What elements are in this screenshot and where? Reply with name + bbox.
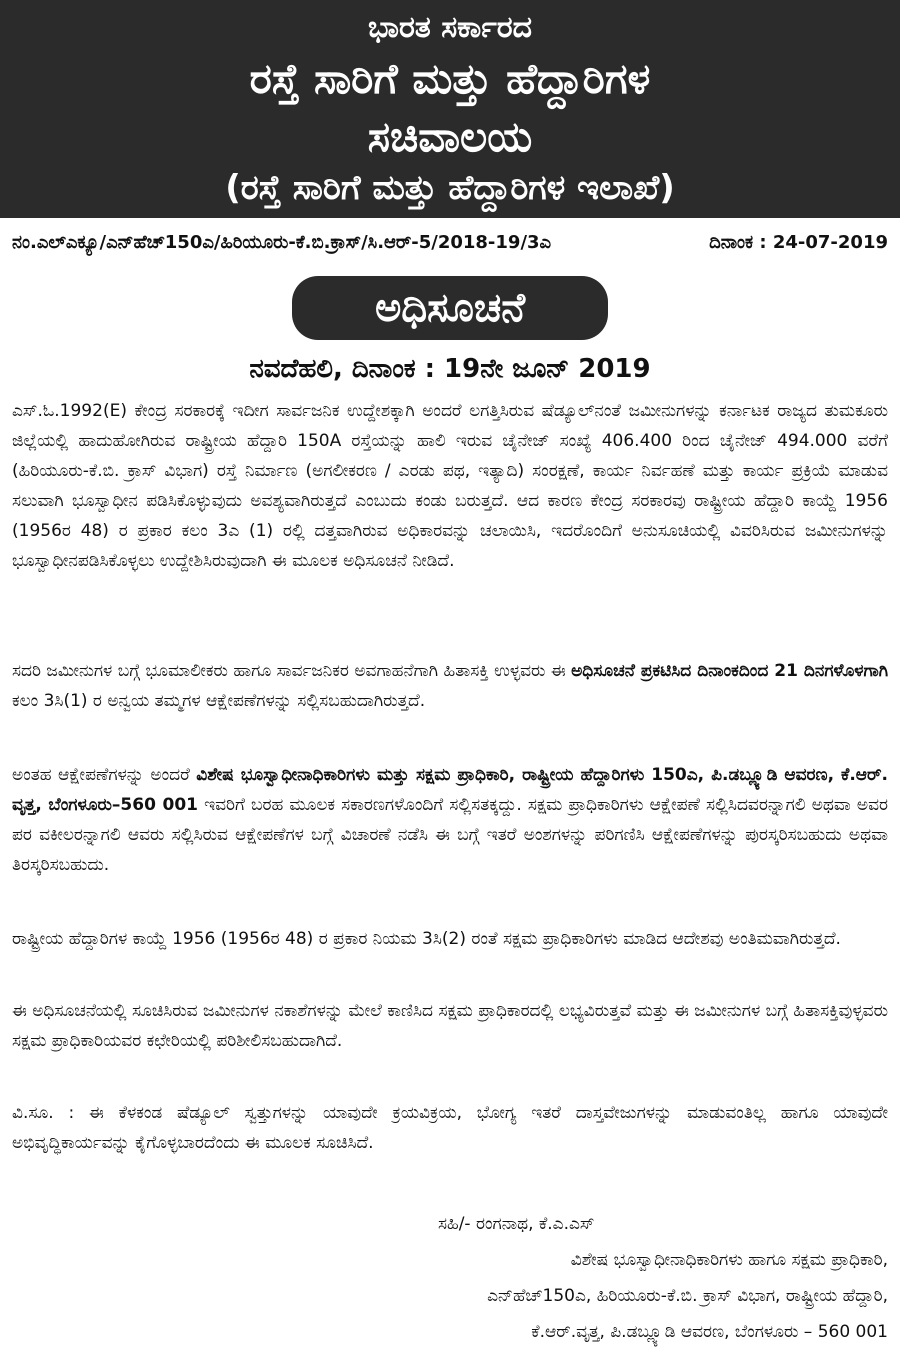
paragraph-5-text: ಈ ಅಧಿಸೂಚನೆಯಲ್ಲಿ ಸೂಚಿಸಿರುವ ಜಮೀನುಗಳ ನಕಾಶೆಗಳನ್ನು ಮೇಲೆ ಕಾಣಿಸಿದ ಸಕ್ಷಮ ಪ್ರಾಧಿಕಾರದಲ್ಲಿ ಲಭ್ಯವಿರುತ್ತವೆ ಮತ್ತು ಈ ಜಮೀನುಗಳ ಬಗ್ಗೆ ಹಿತಾಸಕ್ತಿವುಳ್ಳವರು ಸಕ್ಷಮ ಪ್ರಾಧಿಕಾರಿಯವರ ಕಛೇರಿಯಲ್ಲಿ ಪರಿಶೀಲಿಸಬಹುದಾಗಿದೆ.	[12, 1001, 888, 1051]
paragraph-2-bold: ಅಧಿಸೂಚನೆ ಪ್ರಕಟಿಸಿದ ದಿನಾಂಕದಿಂದ 21 ದಿನಗಳೊಳಗಾಗಿ	[571, 661, 889, 681]
reference-number: ನಂ.ಎಲ್‌ಎಕ್ಯೂ/ಎನ್‌ಹೆಚ್150ಎ/ಹಿರಿಯೂರು-ಕೆ.ಬಿ.ಕ್ರಾಸ್/ಸಿ.ಆರ್-5/2018-19/3ಎ	[12, 232, 552, 253]
header-line-1: ಭಾರತ ಸರ್ಕಾರದ	[367, 10, 533, 45]
paragraph-3-text	[12, 760, 888, 880]
reference-line	[12, 228, 888, 258]
paragraph-4	[12, 924, 888, 954]
reference-date: ದಿನಾಂಕ : 24-07-2019	[709, 232, 888, 253]
signature-line-3: ಎನ್‌ಹೆಚ್150ಎ, ಹಿರಿಯೂರು-ಕೆ.ಬಿ. ಕ್ರಾಸ್ ವಿಭಾಗ, ರಾಷ್ಟ್ರೀಯ ಹೆದ್ದಾರಿ,	[487, 1286, 888, 1306]
paragraph-6-text: ವಿ.ಸೂ. : ಈ ಕೆಳಕಂಡ ಷೆಡ್ಯೂಲ್ ಸ್ವತ್ತುಗಳನ್ನು ಯಾವುದೇ ಕ್ರಯವಿಕ್ರಯ, ಭೋಗ್ಯ ಇತರೆ ದಾಸ್ತವೇಜುಗಳನ್ನು ಮಾಡುವಂತಿಲ್ಲ ಹಾಗೂ ಯಾವುದೇ ಅಭಿವೃದ್ಧಿಕಾರ್ಯವನ್ನು ಕೈಗೊಳ್ಳಬಾರದೆಂದು ಈ ಮೂಲಕ ಸೂಚಿಸಿದೆ.	[12, 1103, 888, 1153]
signature-line-2: ವಿಶೇಷ ಭೂಸ್ವಾಧೀನಾಧಿಕಾರಿಗಳು ಹಾಗೂ ಸಕ್ಷಮ ಪ್ರಾಧಿಕಾರಿ,	[570, 1250, 888, 1270]
notification-title: ಅಧಿಸೂಚನೆ	[292, 276, 608, 340]
header-banner	[0, 0, 900, 218]
signature-line-4: ಕೆ.ಆರ್.ವೃತ್ತ, ಪಿ.ಡಬ್ಲ್ಯೂಡಿ ಆವರಣ, ಬೆಂಗಳೂರು – 560 001	[531, 1322, 888, 1342]
paragraph-3-part-c: ಇವರಿಗೆ ಬರಹ ಮೂಲಕ ಸಕಾರಣಗಳೊಂದಿಗೆ ಸಲ್ಲಿಸತಕ್ಕದ್ದು. ಸಕ್ಷಮ ಪ್ರಾಧಿಕಾರಿಗಳು ಆಕ್ಷೇಪಣೆ ಸಲ್ಲಿಸಿದವರನ್ನಾಗಲಿ ಅಥವಾ ಅವರ ಪರ ವಕೀಲರನ್ನಾಗಲಿ ಆವರು ಸಲ್ಲಿಸಿರುವ ಆಕ್ಷೇಪಣೆಗಳ ಬಗ್ಗೆ ವಿಚಾರಣೆ ನಡೆಸಿ ಈ ಬಗ್ಗೆ ಇತರೆ ಅಂಶಗಳನ್ನು ಪರಿಗಣಿಸಿ ಆಕ್ಷೇಪಣೆಗಳನ್ನು ಪುರಸ್ಕರಿಸಬಹುದು ಅಥವಾ ತಿರಸ್ಕರಿಸಬಹುದು.	[12, 795, 888, 875]
paragraph-2-part-c: ಕಲಂ 3ಸಿ(1) ರ ಅನ್ವಯ ತಮ್ಮಗಳ ಆಕ್ಷೇಪಣೆಗಳನ್ನು ಸಲ್ಲಿಸಬಹುದಾಗಿರುತ್ತದೆ.	[12, 691, 426, 711]
paragraph-2-part-a: ಸದರಿ ಜಮೀನುಗಳ ಬಗ್ಗೆ ಭೂಮಾಲೀಕರು ಹಾಗೂ ಸಾರ್ವಜನಿಕರ ಅವಗಾಹನೆಗಾಗಿ ಹಿತಾಸಕ್ತಿ ಉಳ್ಳವರು ಈ	[12, 661, 566, 681]
paragraph-3-bold: ವಿಶೇಷ ಭೂಸ್ವಾಧೀನಾಧಿಕಾರಿಗಳು ಮತ್ತು ಸಕ್ಷಮ ಪ್ರಾಧಿಕಾರಿ, ರಾಷ್ಟ್ರೀಯ ಹೆದ್ದಾರಿಗಳು 150ಎ, ಪಿ.ಡಬ್ಲ್ಯೂಡಿ ಆವರಣ, ಕೆ.ಆರ್. ವೃತ್ತ, ಬೆಂಗಳೂರು–560 001	[12, 765, 888, 815]
paragraph-6-note	[12, 1098, 888, 1158]
signature-block	[328, 1206, 888, 1350]
paragraph-4-text: ರಾಷ್ಟ್ರೀಯ ಹೆದ್ದಾರಿಗಳ ಕಾಯ್ದೆ 1956 (1956ರ 48) ರ ಪ್ರಕಾರ ನಿಯಮ 3ಸಿ(2) ರಂತೆ ಸಕ್ಷಮ ಪ್ರಾಧಿಕಾರಿಗಳು ಮಾಡಿದ ಆದೇಶವು ಅಂತಿಮವಾಗಿರುತ್ತದೆ.	[12, 929, 841, 949]
paragraph-3-part-a: ಅಂತಹ ಆಕ್ಷೇಪಣೆಗಳನ್ನು ಅಂದರೆ	[12, 765, 197, 785]
header-line-3: ಸಚಿವಾಲಯ	[367, 112, 533, 161]
paragraph-1-text: ಎಸ್.ಓ.1992(E) ಕೇಂದ್ರ ಸರಕಾರಕ್ಕೆ ಇದೀಗ ಸಾರ್ವಜನಿಕ ಉದ್ದೇಶಕ್ಕಾಗಿ ಅಂದರೆ ಲಗತ್ತಿಸಿರುವ ಷೆಡ್ಯೂಲ್‌ನಂತೆ ಜಮೀನುಗಳನ್ನು ಕರ್ನಾಟಕ ರಾಜ್ಯದ ತುಮಕೂರು ಜಿಲ್ಲೆಯಲ್ಲಿ ಹಾದುಹೋಗಿರುವ ರಾಷ್ಟ್ರೀಯ ಹೆದ್ದಾರಿ 150A ರಸ್ತೆಯನ್ನು ಹಾಲಿ ಇರುವ ಚೈನೇಜ್ ಸಂಖ್ಯೆ 406.400 ರಿಂದ ಚೈನೇಜ್ 494.000 ವರೆಗೆ (ಹಿರಿಯೂರು-ಕೆ.ಬಿ. ಕ್ರಾಸ್ ವಿಭಾಗ) ರಸ್ತೆ ನಿರ್ಮಾಣ (ಅಗಲೀಕರಣ / ಎರಡು ಪಥ, ಇತ್ಯಾದಿ) ಸಂರಕ್ಷಣೆ, ಕಾರ್ಯ ನಿರ್ವಹಣೆ ಮತ್ತು ಕಾರ್ಯ ಪ್ರಕ್ರಿಯೆ ಮಾಡುವ ಸಲುವಾಗಿ ಭೂಸ್ವಾಧೀನ ಪಡಿಸಿಕೊಳ್ಳುವುದು ಅವಶ್ಯವಾಗಿರುತ್ತದೆ ಎಂಬುದು ಕಂಡು ಬರುತ್ತದೆ. ಆದ ಕಾರಣ ಕೇಂದ್ರ ಸರಕಾರವು ರಾಷ್ಟ್ರೀಯ ಹೆದ್ದಾರಿ ಕಾಯ್ದೆ 1956 (1956ರ 48) ರ ಪ್ರಕಾರ ಕಲಂ 3ಎ (1) ರಲ್ಲಿ ದತ್ತವಾಗಿರುವ ಅಧಿಕಾರವನ್ನು ಚಲಾಯಿಸಿ, ಇದರೊಂದಿಗೆ ಅನುಸೂಚಿಯಲ್ಲಿ ವಿವರಿಸಿರುವ ಜಮೀನುಗಳನ್ನು ಭೂಸ್ವಾಧೀನಪಡಿಸಿಕೊಳ್ಳಲು ಉದ್ದೇಶಿಸಿರುವುದಾಗಿ ಈ ಮೂಲಕ ಅಧಿಸೂಚನೆ ನೀಡಿದೆ.	[12, 401, 888, 571]
header-line-4: (ರಸ್ತೆ ಸಾರಿಗೆ ಮತ್ತು ಹೆದ್ದಾರಿಗಳ ಇಲಾಖೆ)	[225, 168, 675, 208]
place-and-date: ನವದೆಹಲಿ, ದಿನಾಂಕ : 19ನೇ ಜೂನ್ 2019	[249, 354, 651, 384]
paragraph-5	[12, 996, 888, 1056]
header-line-2: ರಸ್ತೆ ಸಾರಿಗೆ ಮತ್ತು ಹೆದ್ದಾರಿಗಳ	[249, 54, 651, 103]
paragraph-1	[12, 396, 888, 576]
paragraph-2	[12, 656, 888, 716]
signature-line-1: ಸಹಿ/- ರಂಗನಾಥ, ಕೆ.ಎ.ಎಸ್	[438, 1214, 595, 1234]
paragraph-2-text	[12, 656, 888, 716]
paragraph-3	[12, 760, 888, 880]
